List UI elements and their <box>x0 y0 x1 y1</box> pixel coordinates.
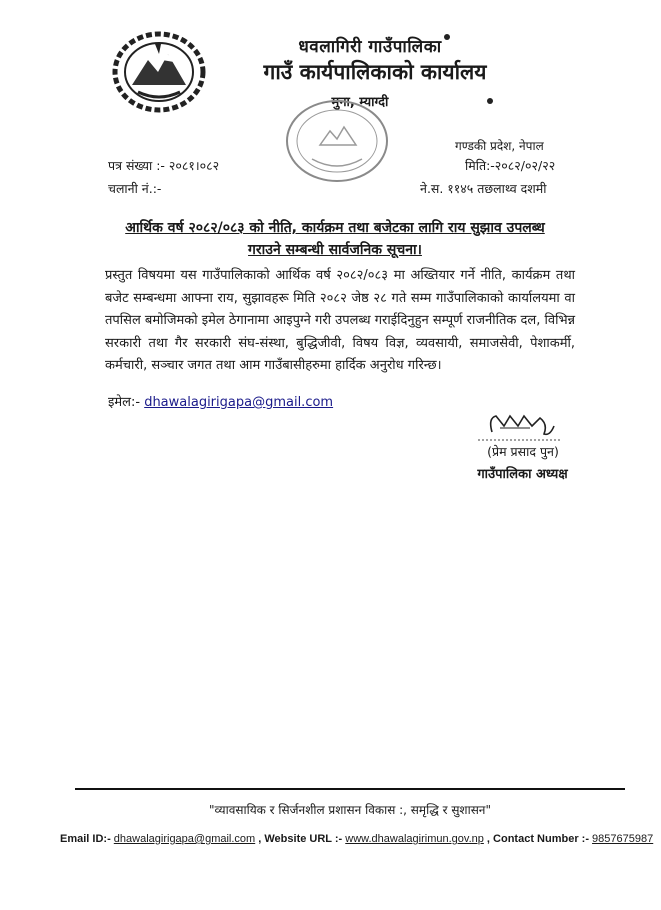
signer-name: (प्रेम प्रसाद पुन) <box>487 444 559 459</box>
org-name: धवलागिरी गाउँपालिका <box>298 37 442 57</box>
footer-website-label: , Website URL :- <box>258 833 343 845</box>
office-location: मुना, म्याग्दी <box>331 95 389 110</box>
footer-contact-label: , Contact Number :- <box>486 833 589 845</box>
handwritten-signature <box>470 404 570 444</box>
signer-title: गाउँपालिका अध्यक्ष <box>477 467 568 482</box>
footer-slogan: "व्यावसायिक र सिर्जनशील प्रशासन विकास :, समृद्धि र सुशासन" <box>209 803 491 817</box>
municipality-emblem <box>110 30 208 114</box>
email-label: इमेल:- <box>108 395 141 410</box>
notice-body: प्रस्तुत विषयमा यस गाउँपालिकाको आर्थिक वर्ष २०८२/०८३ मा अख्तियार गर्ने नीति, कार्यक्रम तथा बजेट सम्बन्धमा आफ्ना राय, सुझावहरू मिति २०८२ जेष्ठ २८ गते सम्म गाउँपालिकाको कार्यालयमा वा तपसिल बमोजिमको इमेल ठेगानामा आइपुग्ने गरी उपलब्ध गराईदिनुहुन सम्पूर्ण राजनीतिक दल, विभिन्न सरकारी तथा गैर सरकारी संघ-संस्था, बुद्धिजीवी, विषय विज्ञ, व्यवसायी, समाजसेवी, पेशाकर्मी, कर्मचारी, सञ्चार जगत तथा आम गाउँबासीहरुमा हार्दिक अनुरोध गरिन्छ। <box>105 268 575 373</box>
office-stamp <box>282 95 392 187</box>
subject-line-2: गराउने सम्बन्धी सार्वजनिक सूचना। <box>248 242 422 258</box>
ink-dot <box>444 34 450 40</box>
letter-date: मिति:-२०८२/०२/२२ <box>465 158 556 173</box>
ink-dot <box>487 98 493 104</box>
body-email-line <box>108 392 333 410</box>
province-text: गण्डकी प्रदेश, नेपाल <box>455 139 544 153</box>
dispatch-number: चलानी नं.:- <box>108 181 162 196</box>
subject-heading <box>95 217 575 261</box>
email-link[interactable]: dhawalagirigapa@gmail.com <box>144 395 334 410</box>
footer-contact <box>60 833 654 845</box>
footer-email-link[interactable]: dhawalagirigapa@gmail.com <box>113 833 256 845</box>
reference-number: पत्र संख्या :- २०८१।०८२ <box>108 158 220 173</box>
footer-divider <box>75 788 625 790</box>
footer-email-label: Email ID:- <box>60 833 111 845</box>
footer-website-link[interactable]: www.dhawalagirimun.gov.np <box>345 833 484 845</box>
nepal-sambat-date: ने.स. ११४५ तछलाथ्व दशमी <box>420 181 547 196</box>
office-name: गाउँ कार्यपालिकाको कार्यालय <box>263 60 487 84</box>
subject-line-1: आर्थिक वर्ष २०८२/०८३ को नीति, कार्यक्रम तथा बजेटका लागि राय सुझाव उपलब्ध <box>125 220 545 236</box>
footer-contact-number[interactable]: 9857675987 <box>592 833 654 845</box>
